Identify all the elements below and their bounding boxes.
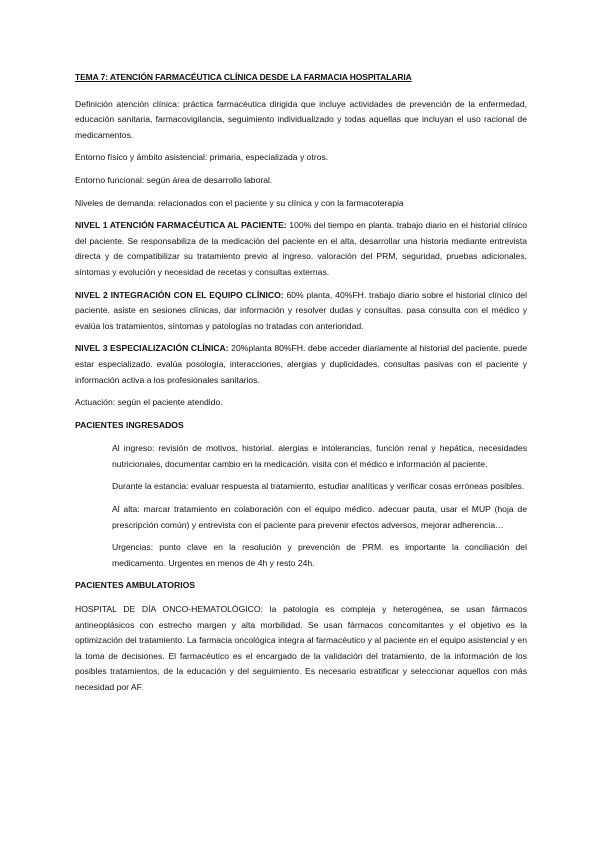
niveles-demanda-paragraph: Niveles de demanda: relacionados con el paciente y su clínica y con la farmacoterapia xyxy=(75,197,404,208)
nivel-1-label: NIVEL 1 ATENCIÓN FARMACÉUTICA AL PACIENTE: xyxy=(75,220,287,231)
ingresados-heading: PACIENTES INGRESADOS xyxy=(75,419,184,430)
actuacion-paragraph: Actuación: según el paciente atendido. xyxy=(75,397,223,408)
nivel-1-paragraph xyxy=(75,218,527,280)
entorno-funcional-paragraph: Entorno funcional: según área de desarrollo laboral. xyxy=(75,174,273,185)
ambulatorios-paragraph: HOSPITAL DE DÍA ONCO-HEMATOLÓGICO: la patología es compleja y heterogénea, se usan fármacos antineoplásicos con estrecho margen y alta morbilidad. Se usan fármacos concomitantes y el objetivo es la optimización del tratamiento. La farmacia oncológica integra al farmacéutico y al paciente en el equipo asistencial y en la toma de decisiones. El farmacéutico es el encargado de la validación del tratamiento, de la información de los posibles tratamientos, de la educación y del seguimiento. Es necesario estratificar y seleccionar aquellos con más necesidad por AF. xyxy=(75,604,527,692)
ingresados-item-urgencias: Urgencias: punto clave en la resolución y prevención de PRM. es importante la conciliación del medicamento. Urgentes en menos de 4h y resto 24h. xyxy=(112,542,527,568)
nivel-3-label: NIVEL 3 ESPECIALIZACIÓN CLÍNICA: xyxy=(75,343,229,354)
nivel-3-paragraph xyxy=(75,341,527,388)
nivel-2-text: 60% planta, 40%FH. trabajo diario sobre el historial clínico del paciente. asiste en sesiones clínicas, dar información y resolver dudas y consultas. pasa consulta con el médico y evalúa los tratamientos, síntomas y patologías no tratadas con anterioridad. xyxy=(75,289,527,331)
page-title: TEMA 7: ATENCIÓN FARMACÉUTICA CLÍNICA DESDE LA FARMACIA HOSPITALARIA xyxy=(75,72,412,82)
ambulatorios-heading: PACIENTES AMBULATORIOS xyxy=(75,580,195,591)
nivel-2-label: NIVEL 2 INTEGRACIÓN CON EL EQUIPO CLÍNICO: xyxy=(75,289,284,300)
nivel-2-paragraph xyxy=(75,288,527,335)
ingresados-item-alta: Al alta: marcar tratamiento en colaboración con el equipo médico. adecuar pauta, usar el MUP (hoja de prescripción común) y entrevista con el paciente para prevenir efectos adversos, mejorar adherencia… xyxy=(112,504,527,530)
entorno-fisico-paragraph: Entorno físico y ámbito asistencial: primaria, especializada y otros. xyxy=(75,152,329,163)
nivel-1-text: 100% del tiempo en planta. trabajo diario en el historial clínico del paciente. Se responsabiliza de la medicación del paciente en el alta, desarrollar una historia mediante entrevista directa y de compatibilizar su tratamiento previo al ingreso. valoración del PRM, seguridad, pruebas adicionales, síntomas y evolución y necesidad de recetas y consultas externas. xyxy=(75,220,527,277)
definition-paragraph: Definición atención clínica: práctica farmacéutica dirigida que incluye actividades de prevención de la enfermedad, educación sanitaria, farmacovigilancia, seguimiento individualizado y todas aquellas que incluyan el uso racional de medicamentos. xyxy=(75,98,527,140)
document-page xyxy=(75,70,527,703)
ingresados-item-ingreso: Al ingreso: revisión de motivos, historial. alergias e intolerancias, función renal y hepática, necesidades nutricionales, documentar cambio en la medicación. visita con el médico e información al paciente. xyxy=(112,443,527,469)
nivel-3-text: 20%planta 80%FH. debe acceder diariamente al historial del paciente. puede estar especializado. evalúa posología, interacciones, alergias y duplicidades. consultas pasivas con el paciente y información activa a los profesionales sanitarios. xyxy=(75,343,527,385)
ingresados-item-estancia: Durante la estancia: evaluar respuesta al tratamiento, estudiar analíticas y verificar cosas erróneas posibles. xyxy=(112,481,525,492)
